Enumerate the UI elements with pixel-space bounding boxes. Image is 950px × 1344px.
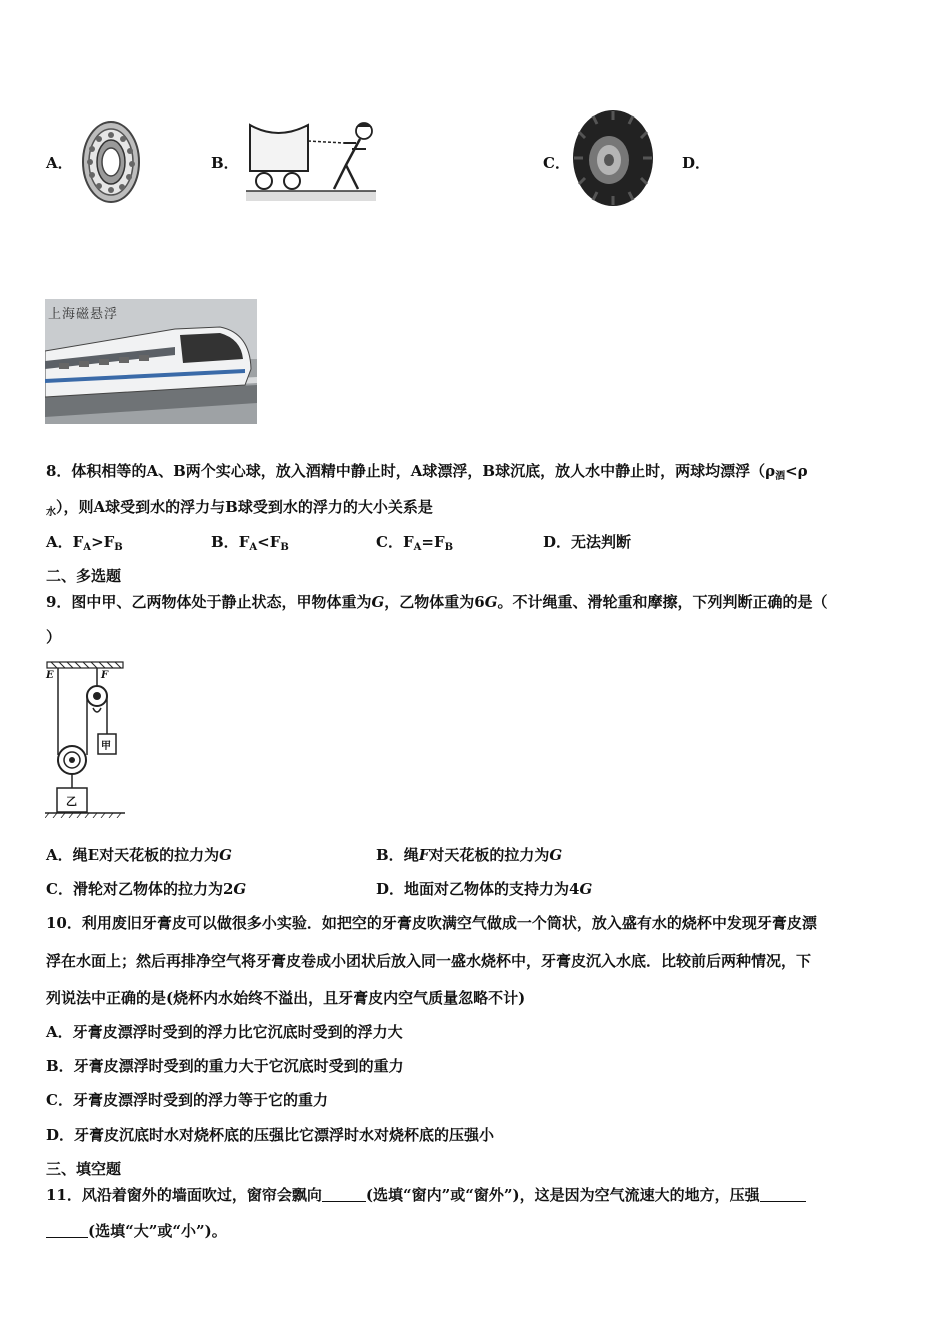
q7-option-a-label: A． xyxy=(46,154,73,172)
q8-stem-line1: 8．体积相等的A、B两个实心球，放入酒精中静止时，A球漂浮，B球沉底，放人水中静止时，两球均漂浮（$\rho_酒<\rho$ xyxy=(46,462,808,482)
maglev-caption: 上海磁悬浮 xyxy=(48,307,119,322)
q11-line1: 11．风沿着窗外的墙面吹过，窗帘会飘向 (选填“窗内”或“窗外”)，这是因为空气流速大的地方，压强 xyxy=(46,1185,806,1205)
pulley-diagram xyxy=(45,660,125,818)
q7-option-c-label: C． xyxy=(543,154,570,172)
q10-stem-line2: 浮在水面上；然后再排净空气将牙膏皮卷成小团状后放入同一盛水烧杯中，牙膏皮沉入水底．比较前后两种情况，下 xyxy=(46,952,812,970)
q11-blank-2[interactable] xyxy=(760,1186,806,1202)
q8-option-d[interactable]: D．无法判断 xyxy=(543,533,632,551)
object-jia-label: 甲 xyxy=(101,741,111,752)
q8-stem-line2: $_水$），则A球受到水的浮力与B球受到水的浮力的大小关系是 xyxy=(46,498,433,518)
boy-pulling-cart-image xyxy=(246,119,376,201)
rope-e-label: E xyxy=(46,670,54,681)
tire-image xyxy=(571,108,655,208)
q10-option-a[interactable]: A．牙膏皮漂浮时受到的浮力比它沉底时受到的浮力大 xyxy=(46,1023,403,1041)
q11-line2: (选填“大”或“小”)。 xyxy=(46,1221,227,1241)
q10-stem-line1: 10．利用废旧牙膏皮可以做很多小实验．如把空的牙膏皮吹满空气做成一个筒状，放入盛有水的烧杯中发现牙膏皮漂 xyxy=(46,914,817,932)
q9-option-b[interactable]: B．绳F对天花板的拉力为G xyxy=(376,846,563,864)
q8-option-a[interactable]: A．$F_A>F_B$ xyxy=(46,533,123,553)
q11-blank-1[interactable] xyxy=(322,1186,366,1202)
section-title-multiple-choice: 二、多选题 xyxy=(46,567,122,585)
rope-f-label: F xyxy=(101,670,109,681)
maglev-train-image xyxy=(45,299,257,424)
q9-stem-line1: 9．图中甲、乙两物体处于静止状态，甲物体重为G，乙物体重为6G。不计绳重、滑轮重和摩擦，下列判断正确的是（ xyxy=(46,593,828,611)
section-title-fill-in: 三、填空题 xyxy=(46,1160,122,1178)
q11-blank-2-cont[interactable] xyxy=(46,1222,88,1238)
object-yi-label: 乙 xyxy=(66,795,77,808)
q9-option-d[interactable]: D．地面对乙物体的支持力为4G xyxy=(376,880,593,898)
bearing-image xyxy=(77,119,142,204)
q9-stem-line2: ） xyxy=(46,628,62,646)
q10-option-d[interactable]: D．牙膏皮沉底时水对烧杯底的压强比它漂浮时水对烧杯底的压强小 xyxy=(46,1126,495,1144)
q10-option-b[interactable]: B．牙膏皮漂浮时受到的重力大于它沉底时受到的重力 xyxy=(46,1057,404,1075)
q8-option-b[interactable]: B．$F_A<F_B$ xyxy=(211,533,289,553)
q10-stem-line3: 列说法中正确的是(烧杯内水始终不溢出，且牙膏皮内空气质量忽略不计) xyxy=(46,989,526,1007)
q7-option-b-label: B． xyxy=(211,154,239,172)
q10-option-c[interactable]: C．牙膏皮漂浮时受到的浮力等于它的重力 xyxy=(46,1091,328,1109)
q9-option-c[interactable]: C．滑轮对乙物体的拉力为2G xyxy=(46,880,247,898)
q8-option-c[interactable]: C．$F_A=F_B$ xyxy=(376,533,454,553)
q9-option-a[interactable]: A．绳E对天花板的拉力为G xyxy=(46,846,232,864)
q7-option-d-label: D． xyxy=(682,154,711,172)
